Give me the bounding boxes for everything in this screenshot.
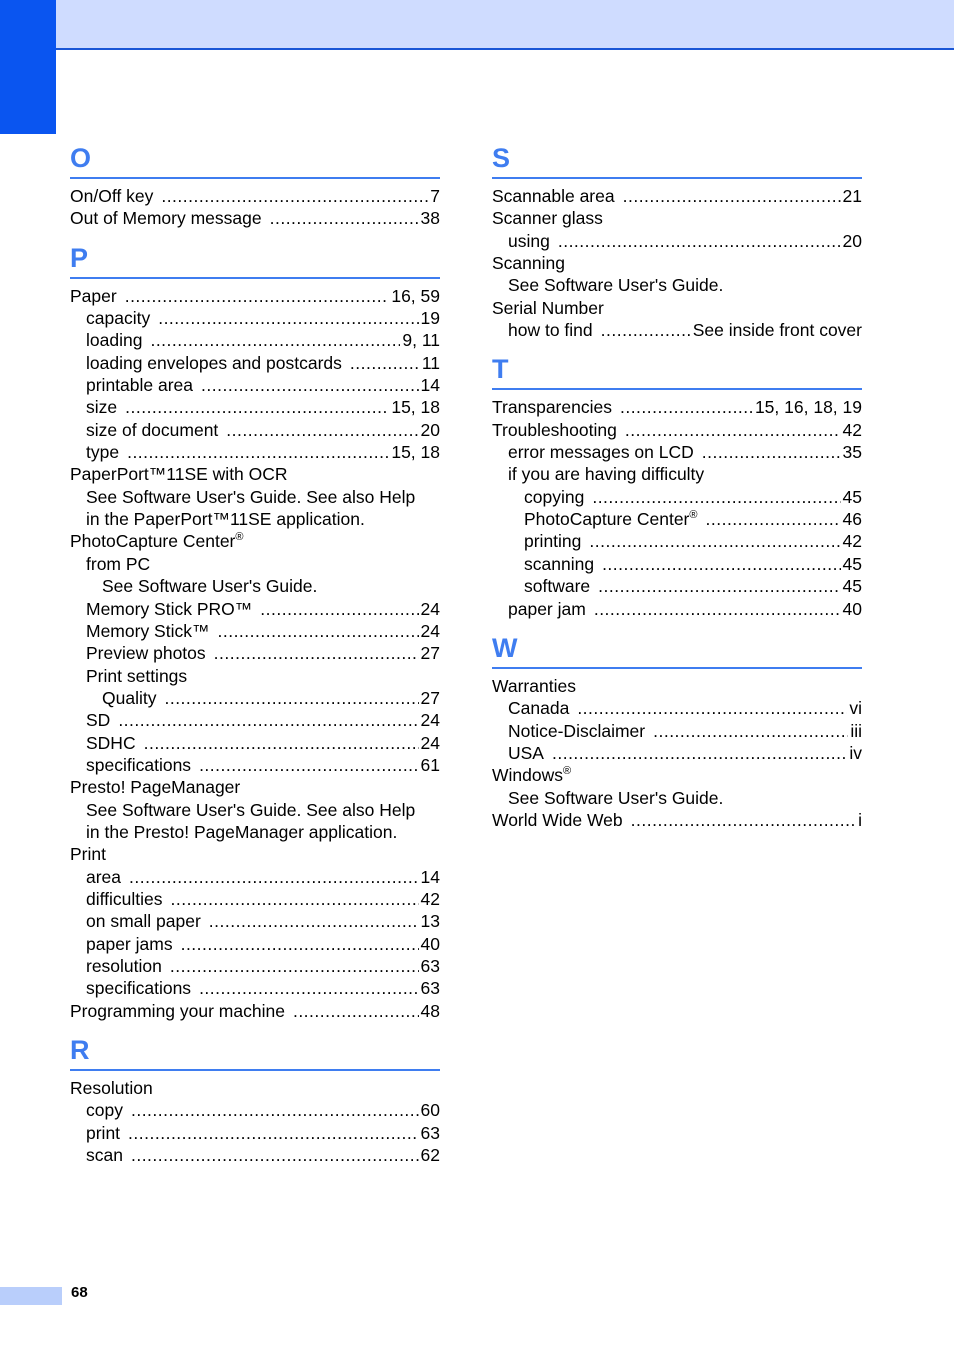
entry-term xyxy=(508,787,723,809)
index-entry xyxy=(70,508,440,530)
dot-leader xyxy=(181,933,419,955)
entry-term xyxy=(524,553,594,575)
entry-term-text: scan xyxy=(86,1145,123,1166)
entry-term-text: Resolution xyxy=(70,1078,153,1099)
entry-term-text: print xyxy=(86,1122,121,1143)
dot-leader xyxy=(118,709,418,731)
entry-pages: 27 xyxy=(420,687,440,708)
index-section xyxy=(492,351,862,619)
entry-term xyxy=(508,319,593,341)
entry-pages: 24 xyxy=(420,732,440,753)
entry-term xyxy=(508,441,694,463)
entry-pages: 14 xyxy=(420,375,440,396)
entry-pages: 15, 18 xyxy=(391,442,440,463)
section-letter: W xyxy=(492,630,862,669)
entry-term-text: See Software User's Guide. See also Help xyxy=(86,799,416,820)
entry-term-text: in the PaperPort™11SE application. xyxy=(86,509,365,530)
index-entry xyxy=(492,598,862,620)
section-letter: R xyxy=(70,1032,440,1071)
entry-term-text: Quality xyxy=(102,687,157,708)
entry-term-text: SD xyxy=(86,710,111,731)
entry-term xyxy=(492,419,617,441)
index-entry xyxy=(492,319,862,341)
entry-term xyxy=(86,1099,123,1121)
index-entry xyxy=(70,463,440,485)
dot-leader xyxy=(598,575,840,597)
index-entry xyxy=(70,185,440,207)
entry-pages: 46 xyxy=(842,509,862,530)
entry-term xyxy=(70,1000,285,1022)
entry-term xyxy=(86,799,415,821)
entry-term xyxy=(70,1077,153,1099)
entry-pages: vi xyxy=(849,698,862,719)
dot-leader xyxy=(164,687,418,709)
entry-pages: iv xyxy=(849,742,862,763)
index-entry xyxy=(70,843,440,865)
dot-leader xyxy=(209,910,419,932)
index-entry xyxy=(492,252,862,274)
dot-leader xyxy=(144,732,419,754)
dot-leader xyxy=(350,352,420,374)
entry-term xyxy=(86,374,193,396)
entry-pages: 42 xyxy=(420,888,440,909)
entry-term-text: Canada xyxy=(508,698,570,719)
entry-pages: 13 xyxy=(420,911,440,932)
index-entry xyxy=(70,933,440,955)
entry-term-text: paper jam xyxy=(508,598,586,619)
entry-term xyxy=(86,486,415,508)
entry-term xyxy=(86,441,119,463)
index-entry xyxy=(70,441,440,463)
index-column-right xyxy=(492,140,862,841)
entry-pages: 21 xyxy=(842,186,862,206)
dot-leader xyxy=(631,809,856,831)
index-entry xyxy=(70,1122,440,1144)
entry-term xyxy=(70,463,288,485)
index-entry xyxy=(492,553,862,575)
entry-term xyxy=(70,530,244,552)
index-entry xyxy=(70,799,440,821)
dot-leader xyxy=(589,530,840,552)
entry-pages: iii xyxy=(850,720,862,741)
entry-pages: 40 xyxy=(420,933,440,954)
dot-leader xyxy=(217,620,418,642)
index-entry xyxy=(492,207,862,229)
index-entry xyxy=(70,821,440,843)
entry-term xyxy=(86,307,150,329)
entry-term-text: from PC xyxy=(86,553,151,574)
dot-leader xyxy=(601,319,691,341)
chapter-tab xyxy=(0,0,56,134)
index-entry xyxy=(492,230,862,252)
index-entry xyxy=(492,675,862,697)
entry-term xyxy=(70,285,117,307)
dot-leader xyxy=(199,754,418,776)
entry-term-text: resolution xyxy=(86,956,162,976)
entry-term xyxy=(86,598,252,620)
entry-term-text: Scannable area xyxy=(492,186,615,206)
dot-leader xyxy=(226,419,418,441)
section-letter: S xyxy=(492,140,862,179)
index-entry xyxy=(70,642,440,664)
index-entry xyxy=(492,508,862,530)
index-entry xyxy=(70,1144,440,1166)
entry-term-text: area xyxy=(86,866,122,887)
index-entry xyxy=(70,374,440,396)
registered-mark: ® xyxy=(689,509,698,522)
entry-term-text: SDHC xyxy=(86,732,136,753)
dot-leader xyxy=(602,553,840,575)
index-entry xyxy=(70,754,440,776)
index-entry xyxy=(70,955,440,977)
index-entry xyxy=(70,1099,440,1121)
entry-term xyxy=(86,620,209,642)
index-entry xyxy=(70,620,440,642)
entry-term-text: Scanning xyxy=(492,253,565,274)
entry-term xyxy=(86,888,163,910)
entry-term xyxy=(86,933,173,955)
index-entry xyxy=(492,764,862,786)
index-entry xyxy=(492,297,862,319)
entry-term-text: Memory Stick PRO™ xyxy=(86,598,253,619)
entry-term-text: PhotoCapture Center xyxy=(524,509,690,530)
entry-pages: 20 xyxy=(842,230,862,251)
entry-pages: 35 xyxy=(842,442,862,463)
entry-term-text: See Software User's Guide. xyxy=(102,576,318,597)
entry-pages: 27 xyxy=(420,643,440,664)
index-entry xyxy=(492,185,862,207)
dot-leader xyxy=(125,396,389,418)
entry-term-text: Notice-Disclaimer xyxy=(508,720,646,741)
entry-pages: 7 xyxy=(430,186,440,206)
entry-term-text: World Wide Web xyxy=(492,809,623,830)
entry-term xyxy=(508,230,550,252)
index-entry xyxy=(70,553,440,575)
dot-leader xyxy=(129,866,419,888)
section-letter: T xyxy=(492,351,862,390)
index-entry xyxy=(70,575,440,597)
entry-term xyxy=(70,843,106,865)
entry-pages: 24 xyxy=(420,710,440,731)
entry-term xyxy=(86,754,191,776)
index-entry xyxy=(70,732,440,754)
entry-term-text: Troubleshooting xyxy=(492,419,617,440)
entry-term-text: Print settings xyxy=(86,665,188,686)
entry-pages: 63 xyxy=(420,956,440,976)
index-section xyxy=(70,240,440,1022)
entry-term-text: specifications xyxy=(86,754,192,775)
entry-term-text: size xyxy=(86,397,118,418)
entry-term-text: loading envelopes and postcards xyxy=(86,352,342,373)
header-band xyxy=(56,0,954,50)
entry-term-text: Print xyxy=(70,844,106,865)
entry-term xyxy=(86,955,162,977)
index-entry xyxy=(492,720,862,742)
entry-pages: 42 xyxy=(842,531,862,552)
entry-term-text: See Software User's Guide. xyxy=(508,275,724,296)
entry-term-text: PaperPort™11SE with OCR xyxy=(70,464,288,485)
entry-term-text: software xyxy=(524,576,591,597)
index-entry xyxy=(70,285,440,307)
entry-term-text: Memory Stick™ xyxy=(86,620,210,641)
page-number: 68 xyxy=(71,1284,88,1301)
entry-pages: 15, 16, 18, 19 xyxy=(754,397,862,418)
entry-term-text: Preview photos xyxy=(86,643,206,664)
dot-leader xyxy=(161,185,428,207)
dot-leader xyxy=(125,285,390,307)
entry-term-text: size of document xyxy=(86,419,219,440)
index-entry xyxy=(492,787,862,809)
entry-term-text: using xyxy=(508,230,550,251)
index-entry xyxy=(70,910,440,932)
entry-term xyxy=(524,508,698,530)
entry-term xyxy=(86,419,218,441)
dot-leader xyxy=(201,374,419,396)
index-section xyxy=(70,1032,440,1166)
entry-term xyxy=(492,675,576,697)
entry-pages: See inside front cover xyxy=(692,320,862,341)
entry-term xyxy=(86,709,110,731)
entry-term xyxy=(86,642,206,664)
index-entry xyxy=(492,809,862,831)
index-entry xyxy=(70,207,440,229)
entry-term xyxy=(492,207,603,229)
registered-mark: ® xyxy=(235,531,244,544)
index-entry xyxy=(70,419,440,441)
dot-leader xyxy=(260,598,418,620)
entry-term-text: Presto! PageManager xyxy=(70,777,241,798)
section-letter: P xyxy=(70,240,440,279)
index-section xyxy=(492,630,862,831)
entry-term xyxy=(524,575,590,597)
entry-term-text: Warranties xyxy=(492,675,576,696)
entry-pages: 14 xyxy=(420,866,440,887)
entry-term-text: PhotoCapture Center xyxy=(70,531,236,552)
entry-term xyxy=(492,252,565,274)
entry-term xyxy=(86,1122,120,1144)
entry-term-text: error messages on LCD xyxy=(508,442,694,463)
dot-leader xyxy=(577,697,847,719)
dot-leader xyxy=(131,1099,419,1121)
entry-pages: 45 xyxy=(842,486,862,507)
dot-leader xyxy=(199,977,418,999)
entry-term xyxy=(86,329,142,351)
entry-term xyxy=(86,508,365,530)
dot-leader xyxy=(558,230,841,252)
index-entry xyxy=(70,687,440,709)
entry-pages: 60 xyxy=(420,1100,440,1121)
entry-term-text: Out of Memory message xyxy=(70,208,262,229)
index-section xyxy=(492,140,862,341)
index-entry xyxy=(492,441,862,463)
entry-term-text: Paper xyxy=(70,285,117,306)
entry-term xyxy=(492,396,612,418)
index-entry xyxy=(70,307,440,329)
entry-term xyxy=(86,1144,123,1166)
index-entry xyxy=(492,575,862,597)
entry-term-text: See Software User's Guide. See also Help xyxy=(86,486,416,507)
entry-term-text: copy xyxy=(86,1100,123,1121)
section-letter: O xyxy=(70,140,440,179)
entry-term xyxy=(86,665,187,687)
entry-pages: 48 xyxy=(420,1000,440,1021)
entry-term-text: type xyxy=(86,442,120,463)
index-entry xyxy=(70,866,440,888)
entry-pages: 9, 11 xyxy=(402,330,440,351)
dot-leader xyxy=(552,742,847,764)
entry-term-text: loading xyxy=(86,330,143,351)
index-section xyxy=(70,140,440,230)
entry-term xyxy=(508,598,586,620)
entry-term-text: Programming your machine xyxy=(70,1000,285,1021)
entry-term-text: Windows xyxy=(492,765,563,786)
dot-leader xyxy=(623,185,841,207)
index-entry xyxy=(70,977,440,999)
dot-leader xyxy=(131,1144,419,1166)
footer-band xyxy=(0,1287,62,1305)
dot-leader xyxy=(171,888,419,910)
entry-term xyxy=(70,207,262,229)
entry-term xyxy=(86,732,136,754)
index-entry xyxy=(70,396,440,418)
dot-leader xyxy=(214,642,419,664)
entry-term xyxy=(86,910,201,932)
index-column-left xyxy=(70,140,440,1176)
dot-leader xyxy=(625,419,841,441)
entry-pages: 24 xyxy=(420,620,440,641)
entry-pages: 20 xyxy=(420,419,440,440)
entry-term-text: Transparencies xyxy=(492,397,612,418)
entry-term xyxy=(102,687,156,709)
entry-term xyxy=(102,575,317,597)
index-entry xyxy=(70,329,440,351)
entry-pages: 16, 59 xyxy=(391,285,440,306)
entry-term-text: scanning xyxy=(524,553,595,574)
dot-leader xyxy=(594,598,841,620)
entry-term xyxy=(524,486,584,508)
entry-term-text: printing xyxy=(524,531,582,552)
index-entry xyxy=(70,352,440,374)
registered-mark: ® xyxy=(563,765,572,778)
entry-term xyxy=(492,809,623,831)
entry-term-text: copying xyxy=(524,486,585,507)
index-entry xyxy=(492,486,862,508)
entry-pages: 24 xyxy=(420,598,440,619)
dot-leader xyxy=(620,396,753,418)
dot-leader xyxy=(150,329,400,351)
entry-term xyxy=(492,297,604,319)
dot-leader xyxy=(592,486,840,508)
dot-leader xyxy=(170,955,419,977)
index-entry xyxy=(492,419,862,441)
entry-term xyxy=(508,697,569,719)
index-entry xyxy=(492,463,862,485)
entry-term-text: in the Presto! PageManager application. xyxy=(86,821,398,842)
dot-leader xyxy=(270,207,419,229)
entry-pages: 62 xyxy=(420,1145,440,1166)
index-entry xyxy=(70,776,440,798)
dot-leader xyxy=(706,508,841,530)
dot-leader xyxy=(128,1122,418,1144)
entry-pages: i xyxy=(858,809,862,830)
entry-pages: 45 xyxy=(842,553,862,574)
index-entry xyxy=(70,486,440,508)
entry-term-text: if you are having difficulty xyxy=(508,464,705,485)
index-entry xyxy=(70,888,440,910)
entry-term xyxy=(86,352,342,374)
dot-leader xyxy=(293,1000,419,1022)
index-entry xyxy=(70,530,440,552)
index-entry xyxy=(492,274,862,296)
entry-term-text: Serial Number xyxy=(492,297,604,318)
entry-pages: 38 xyxy=(420,208,440,229)
entry-term xyxy=(70,776,240,798)
index-entry xyxy=(70,1000,440,1022)
entry-term xyxy=(86,553,150,575)
entry-term xyxy=(524,530,581,552)
index-entry xyxy=(492,396,862,418)
entry-term xyxy=(86,821,397,843)
entry-pages: 40 xyxy=(842,598,862,619)
index-entry xyxy=(70,665,440,687)
entry-pages: 63 xyxy=(420,978,440,999)
index-entry xyxy=(492,697,862,719)
dot-leader xyxy=(158,307,418,329)
entry-term xyxy=(508,463,704,485)
entry-term xyxy=(492,764,571,786)
dot-leader xyxy=(127,441,389,463)
index-entry xyxy=(492,530,862,552)
entry-term xyxy=(508,742,544,764)
entry-pages: 42 xyxy=(842,419,862,440)
entry-term xyxy=(70,185,153,207)
entry-term-text: how to find xyxy=(508,320,593,341)
entry-term xyxy=(86,977,191,999)
entry-term xyxy=(86,396,117,418)
index-entry xyxy=(70,709,440,731)
entry-pages: 63 xyxy=(420,1122,440,1143)
entry-term xyxy=(508,274,723,296)
entry-pages: 11 xyxy=(421,352,440,373)
entry-pages: 45 xyxy=(842,576,862,597)
entry-term xyxy=(86,866,121,888)
entry-term-text: capacity xyxy=(86,308,151,329)
entry-term-text: Scanner glass xyxy=(492,208,603,229)
entry-term-text: difficulties xyxy=(86,888,163,909)
entry-pages: 61 xyxy=(420,754,440,775)
index-entry xyxy=(70,598,440,620)
entry-pages: 19 xyxy=(420,308,440,329)
entry-term xyxy=(492,185,615,207)
entry-term-text: paper jams xyxy=(86,933,173,954)
entry-term-text: See Software User's Guide. xyxy=(508,787,724,808)
entry-term-text: On/Off key xyxy=(70,186,154,206)
index-entry xyxy=(492,742,862,764)
index-entry xyxy=(70,1077,440,1099)
entry-term-text: USA xyxy=(508,742,544,763)
entry-pages: 15, 18 xyxy=(391,397,440,418)
dot-leader xyxy=(653,720,848,742)
entry-term-text: on small paper xyxy=(86,911,201,932)
entry-term-text: specifications xyxy=(86,978,192,999)
dot-leader xyxy=(702,441,841,463)
entry-term xyxy=(508,720,645,742)
entry-term-text: printable area xyxy=(86,375,194,396)
